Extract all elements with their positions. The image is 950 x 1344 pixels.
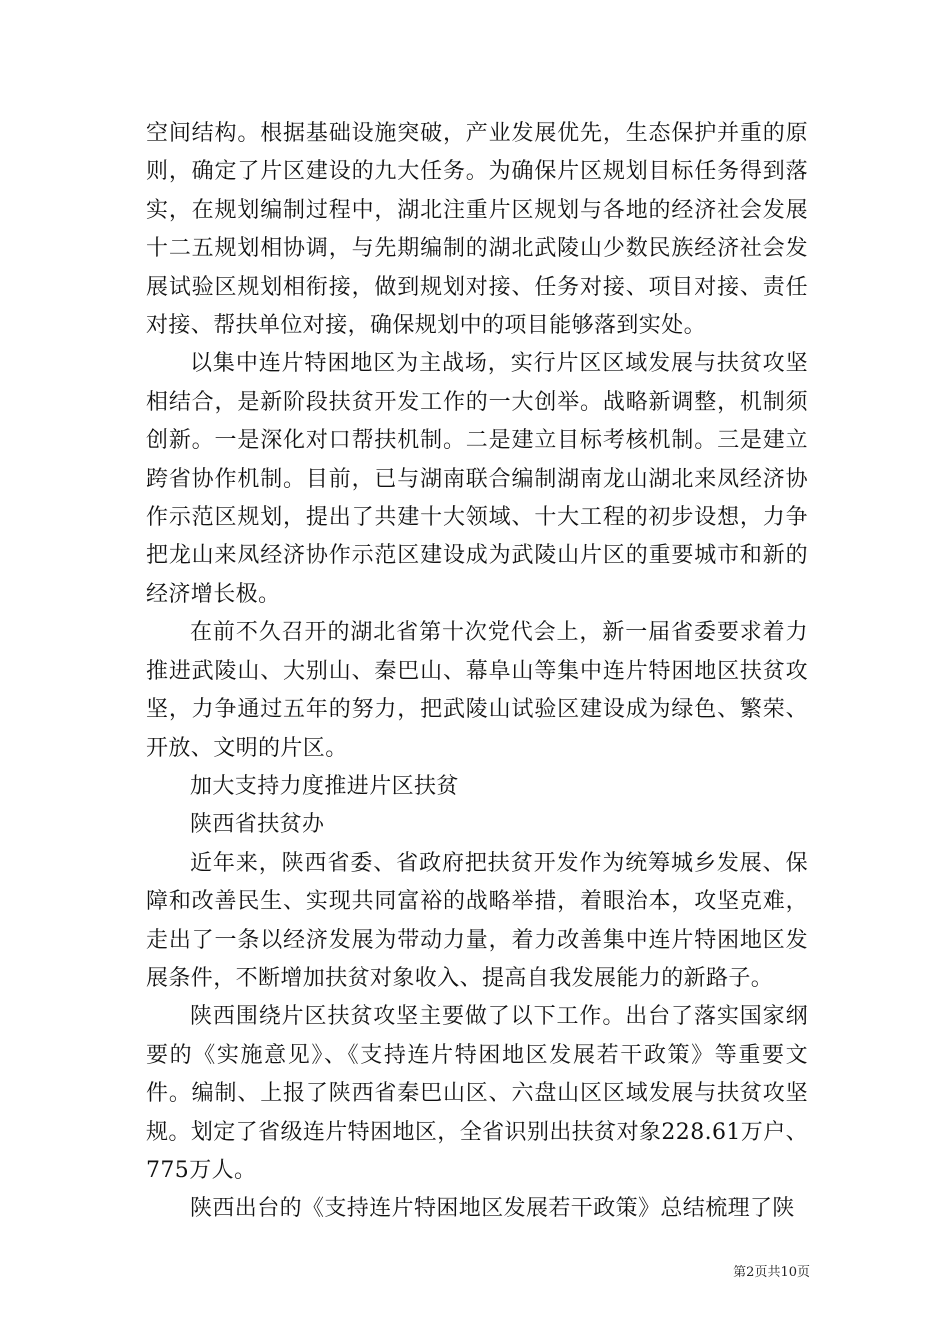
paragraph-1: 空间结构。根据基础设施突破，产业发展优先，生态保护并重的原则，确定了片区建设的九大任务。为确保片区规划目标任务得到落实，在规划编制过程中，湖北注重片区规划与各地的经济社会发展十二五规划相协调，与先期编制的湖北武陵山少数民族经济社会发展试验区规划相衔接，做到规划对接、任务对接、项目对接、责任对接、帮扶单位对接，确保规划中的项目能够落到实处。 xyxy=(146,121,808,339)
paragraph-5: 陕西围绕片区扶贫攻坚主要做了以下工作。出台了落实国家纲要的《实施意见》、《支持连片特困地区发展若干政策》等重要文件。编制、上报了陕西省秦巴山区、六盘山区区域发展与扶贫攻坚规。划定了省级连片特困地区，全省识别出扶贫对象228.61万户、775万人。 xyxy=(146,1004,808,1183)
paragraph-4: 近年来，陕西省委、省政府把扶贫开发作为统筹城乡发展、保障和改善民生、实现共同富裕的战略举措，着眼治本，攻坚克难，走出了一条以经济发展为带动力量，着力改善集中连片特困地区发展条件，不断增加扶贫对象收入、提高自我发展能力的新路子。 xyxy=(146,850,808,991)
section-heading: 加大支持力度推进片区扶贫 xyxy=(190,773,459,799)
paragraph-6: 陕西出台的《支持连片特困地区发展若干政策》总结梳理了陕 xyxy=(190,1196,795,1222)
document-body xyxy=(146,115,808,1229)
paragraph-3: 在前不久召开的湖北省第十次党代会上，新一届省委要求着力推进武陵山、大别山、秦巴山、幕阜山等集中连片特困地区扶贫攻坚，力争通过五年的努力，把武陵山试验区建设成为绿色、繁荣、开放、文明的片区。 xyxy=(146,620,808,761)
page-number-footer: 第2页共10页 xyxy=(733,1265,810,1280)
section-author: 陕西省扶贫办 xyxy=(190,812,325,838)
paragraph-2: 以集中连片特困地区为主战场，实行片区区域发展与扶贫攻坚相结合，是新阶段扶贫开发工作的一大创举。战略新调整，机制须创新。一是深化对口帮扶机制。二是建立目标考核机制。三是建立跨省协作机制。目前，已与湖南联合编制湖南龙山湖北来凤经济协作示范区规划，提出了共建十大领域、十大工程的初步设想，力争把龙山来凤经济协作示范区建设成为武陵山片区的重要城市和新的经济增长极。 xyxy=(146,351,808,607)
